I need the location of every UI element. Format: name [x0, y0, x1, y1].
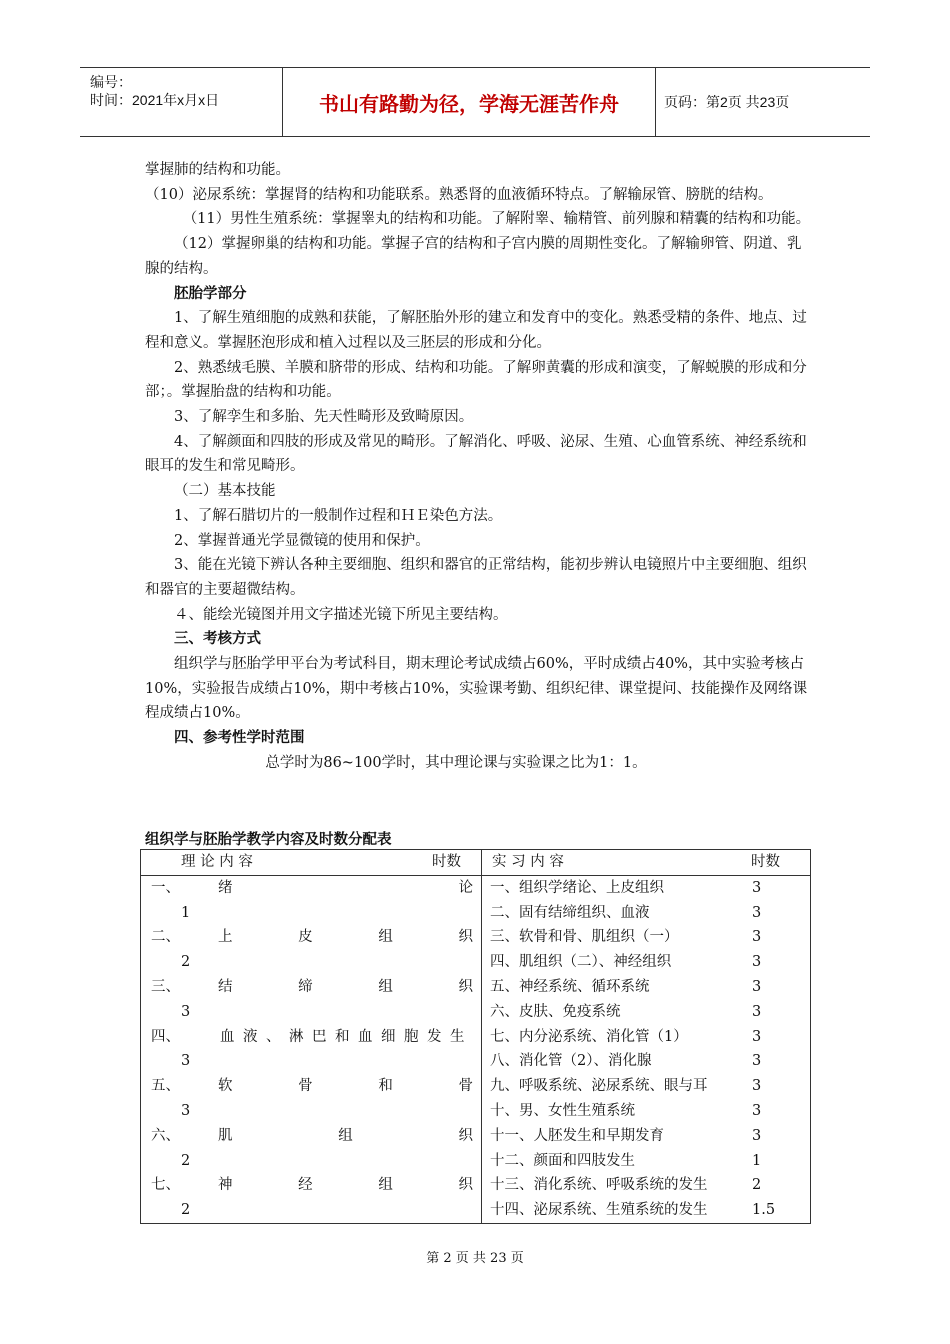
paragraph: ４、能绘光镜图并用文字描述光镜下所见主要结构。 — [174, 606, 508, 623]
paragraph: 2、熟悉绒毛膜、羊膜和脐带的形成、结构和功能。了解卵黄囊的形成和演变，了解蜕膜的形成和分部；。掌握胎盘的结构和功能。 — [145, 359, 807, 401]
practice-header-hours: 时数 — [751, 854, 780, 870]
paragraph: 4、了解颜面和四肢的形成及常见的畸形。了解消化、呼吸、泌尿、生殖、心血管系统、神经系统和眼耳的发生和常见畸形。 — [145, 433, 807, 475]
page-header — [80, 67, 870, 137]
theory-item — [141, 1124, 481, 1149]
practice-item-name: 四、肌组织（二）、神经组织 — [490, 954, 672, 971]
paragraph: （11）男性生殖系统：掌握睾丸的结构和功能。了解附睾、输精管、前列腺和精囊的结构和功能。 — [182, 211, 811, 228]
paragraph: （10）泌尿系统：掌握肾的结构和功能联系。熟悉肾的血液循环特点。了解输尿管、膀胱的结构。 — [145, 186, 773, 203]
theory-item-title: 肌 组 织 — [218, 1127, 473, 1144]
theory-item-title: 绪 论 — [218, 879, 473, 896]
practice-item-name: 一、组织学绪论、上皮组织 — [490, 879, 664, 896]
paragraph: 1、了解生殖细胞的成熟和获能，了解胚胎外形的建立和发育中的变化。熟悉受精的条件、地点、过程和意义。掌握胚泡形成和植入过程以及三胚层的形成和分化。 — [145, 310, 807, 351]
theory-item-hours: 1 — [181, 904, 191, 921]
practice-item — [482, 1173, 810, 1198]
practice-item-name: 九、呼吸系统、泌尿系统、眼与耳 — [490, 1078, 708, 1095]
practice-item-name: 二、固有结缔组织、血液 — [490, 904, 650, 921]
theory-item-hours: 2 — [181, 1152, 191, 1169]
theory-item-hours: 2 — [181, 1202, 191, 1219]
theory-item-hours: 3 — [181, 1102, 191, 1119]
theory-item — [141, 925, 481, 950]
theory-list — [141, 875, 482, 1223]
section-heading: 四、参考性学时范围 — [174, 730, 305, 747]
paragraph: 组织学与胚胎学甲平台为考试科目，期末理论考试成绩占60%，平时成绩占40%，其中实验考核占10%，实验报告成绩占10%，期中考核占10%，实验课考勤、组织纪律、课堂提问、技能操作及网络课程成绩占10%。 — [145, 656, 808, 722]
practice-item-hours: 3 — [752, 904, 762, 921]
practice-item-name: 十一、人胚发生和早期发育 — [490, 1127, 664, 1144]
theory-item-hours: 3 — [181, 1003, 191, 1020]
practice-item — [482, 1099, 810, 1124]
practice-item-name: 五、神经系统、循环系统 — [490, 978, 650, 995]
practice-list — [482, 875, 811, 1223]
paragraph: 总学时为86~100学时，其中理论课与实验课之比为1：1。 — [265, 754, 647, 771]
theory-item — [141, 1173, 481, 1198]
practice-item — [482, 1074, 810, 1099]
section-heading: 胚胎学部分 — [174, 285, 247, 302]
practice-header — [482, 850, 811, 876]
practice-item-hours: 3 — [752, 1127, 762, 1144]
theory-item-title: 神 经 组 织 — [218, 1177, 473, 1194]
section-heading: 三、考核方式 — [174, 631, 261, 648]
practice-item — [482, 1025, 810, 1050]
practice-item — [482, 950, 810, 975]
page-footer: 第 2 页 共 23 页 — [426, 1251, 524, 1266]
practice-item — [482, 1149, 810, 1174]
theory-item-index: 一、 — [151, 879, 180, 896]
doc-date: 时间：2021年x月x日 — [90, 92, 220, 108]
practice-item — [482, 925, 810, 950]
practice-item — [482, 1198, 810, 1223]
practice-item-hours: 1.5 — [752, 1202, 776, 1219]
paragraph: 3、了解孪生和多胎、先天性畸形及致畸原因。 — [174, 409, 474, 426]
practice-header-label: 实 习 内 容 — [492, 854, 564, 870]
theory-item-title: 上 皮 组 织 — [218, 929, 473, 946]
practice-item-name: 六、皮肤、免疫系统 — [490, 1003, 621, 1020]
paragraph: 3、能在光镜下辨认各种主要细胞、组织和器官的正常结构，能初步辨认电镜照片中主要细胞、组织和器官的主要超微结构。 — [145, 557, 807, 598]
practice-item-name: 三、软骨和骨、肌组织（一） — [490, 929, 679, 946]
theory-header-label: 理 论 内 容 — [181, 854, 253, 870]
theory-item-index: 四、 — [151, 1028, 180, 1045]
practice-item-name: 八、消化管（2）、消化腺 — [490, 1053, 652, 1070]
paragraph: 1、了解石腊切片的一般制作过程和ＨＥ染色方法。 — [174, 507, 503, 524]
practice-item-hours: 3 — [752, 1003, 762, 1020]
practice-item-hours: 3 — [752, 954, 762, 971]
practice-item-hours: 3 — [752, 978, 762, 995]
practice-item-name: 十二、颜面和四肢发生 — [490, 1152, 635, 1169]
table-caption: 组织学与胚胎学教学内容及时数分配表 — [145, 832, 392, 848]
practice-item-hours: 3 — [752, 929, 762, 946]
doc-code-label: 编号： — [90, 74, 132, 90]
practice-item — [482, 975, 810, 1000]
practice-item-hours: 2 — [752, 1177, 762, 1194]
section-heading: （二）基本技能 — [174, 483, 276, 500]
theory-item — [141, 876, 481, 901]
practice-item — [482, 901, 810, 926]
header-page-info: 页码：第2页 共23页 — [664, 94, 790, 110]
theory-item — [141, 1025, 481, 1050]
theory-item-index: 六、 — [151, 1127, 180, 1144]
theory-item-index: 五、 — [151, 1078, 180, 1095]
theory-item-hours: 3 — [181, 1053, 191, 1070]
practice-item — [482, 1000, 810, 1025]
practice-item-hours: 3 — [752, 1078, 762, 1095]
hours-distribution-table — [140, 849, 811, 1224]
document-body — [145, 158, 815, 776]
theory-item-index: 二、 — [151, 929, 180, 946]
header-meta — [80, 68, 283, 136]
paragraph: 2、掌握普通光学显微镜的使用和保护。 — [174, 532, 430, 549]
practice-item-hours: 1 — [752, 1152, 762, 1169]
practice-item-name: 十、男、女性生殖系统 — [490, 1102, 635, 1119]
practice-item-hours: 3 — [752, 1053, 762, 1070]
practice-item-hours: 3 — [752, 879, 762, 896]
theory-item-title: 结 缔 组 织 — [218, 978, 473, 995]
theory-item-title: 软 骨 和 骨 — [218, 1078, 473, 1095]
practice-item-hours: 3 — [752, 1028, 762, 1045]
theory-item-title: 血液、淋巴和血细胞发生 — [220, 1028, 473, 1045]
theory-item — [141, 975, 481, 1000]
paragraph: 掌握肺的结构和功能。 — [145, 162, 290, 178]
practice-item-name: 十四、泌尿系统、生殖系统的发生 — [490, 1202, 708, 1219]
theory-header — [141, 850, 482, 876]
header-motto: 书山有路勤为径，学海无涯苦作舟 — [283, 68, 656, 136]
practice-item — [482, 876, 810, 901]
theory-item-index: 三、 — [151, 978, 180, 995]
theory-item — [141, 1074, 481, 1099]
theory-header-hours: 时数 — [432, 854, 461, 870]
practice-item-name: 十三、消化系统、呼吸系统的发生 — [490, 1177, 708, 1194]
practice-item — [482, 1049, 810, 1074]
theory-item-hours: 2 — [181, 954, 191, 971]
practice-item-name: 七、内分泌系统、消化管（1） — [490, 1028, 688, 1045]
paragraph: （12）掌握卵巢的结构和功能。掌握子宫的结构和子宫内膜的周期性变化。了解输卵管、阴道、乳腺的结构。 — [145, 236, 802, 277]
practice-item — [482, 1124, 810, 1149]
theory-item-index: 七、 — [151, 1177, 180, 1194]
practice-item-hours: 3 — [752, 1102, 762, 1119]
